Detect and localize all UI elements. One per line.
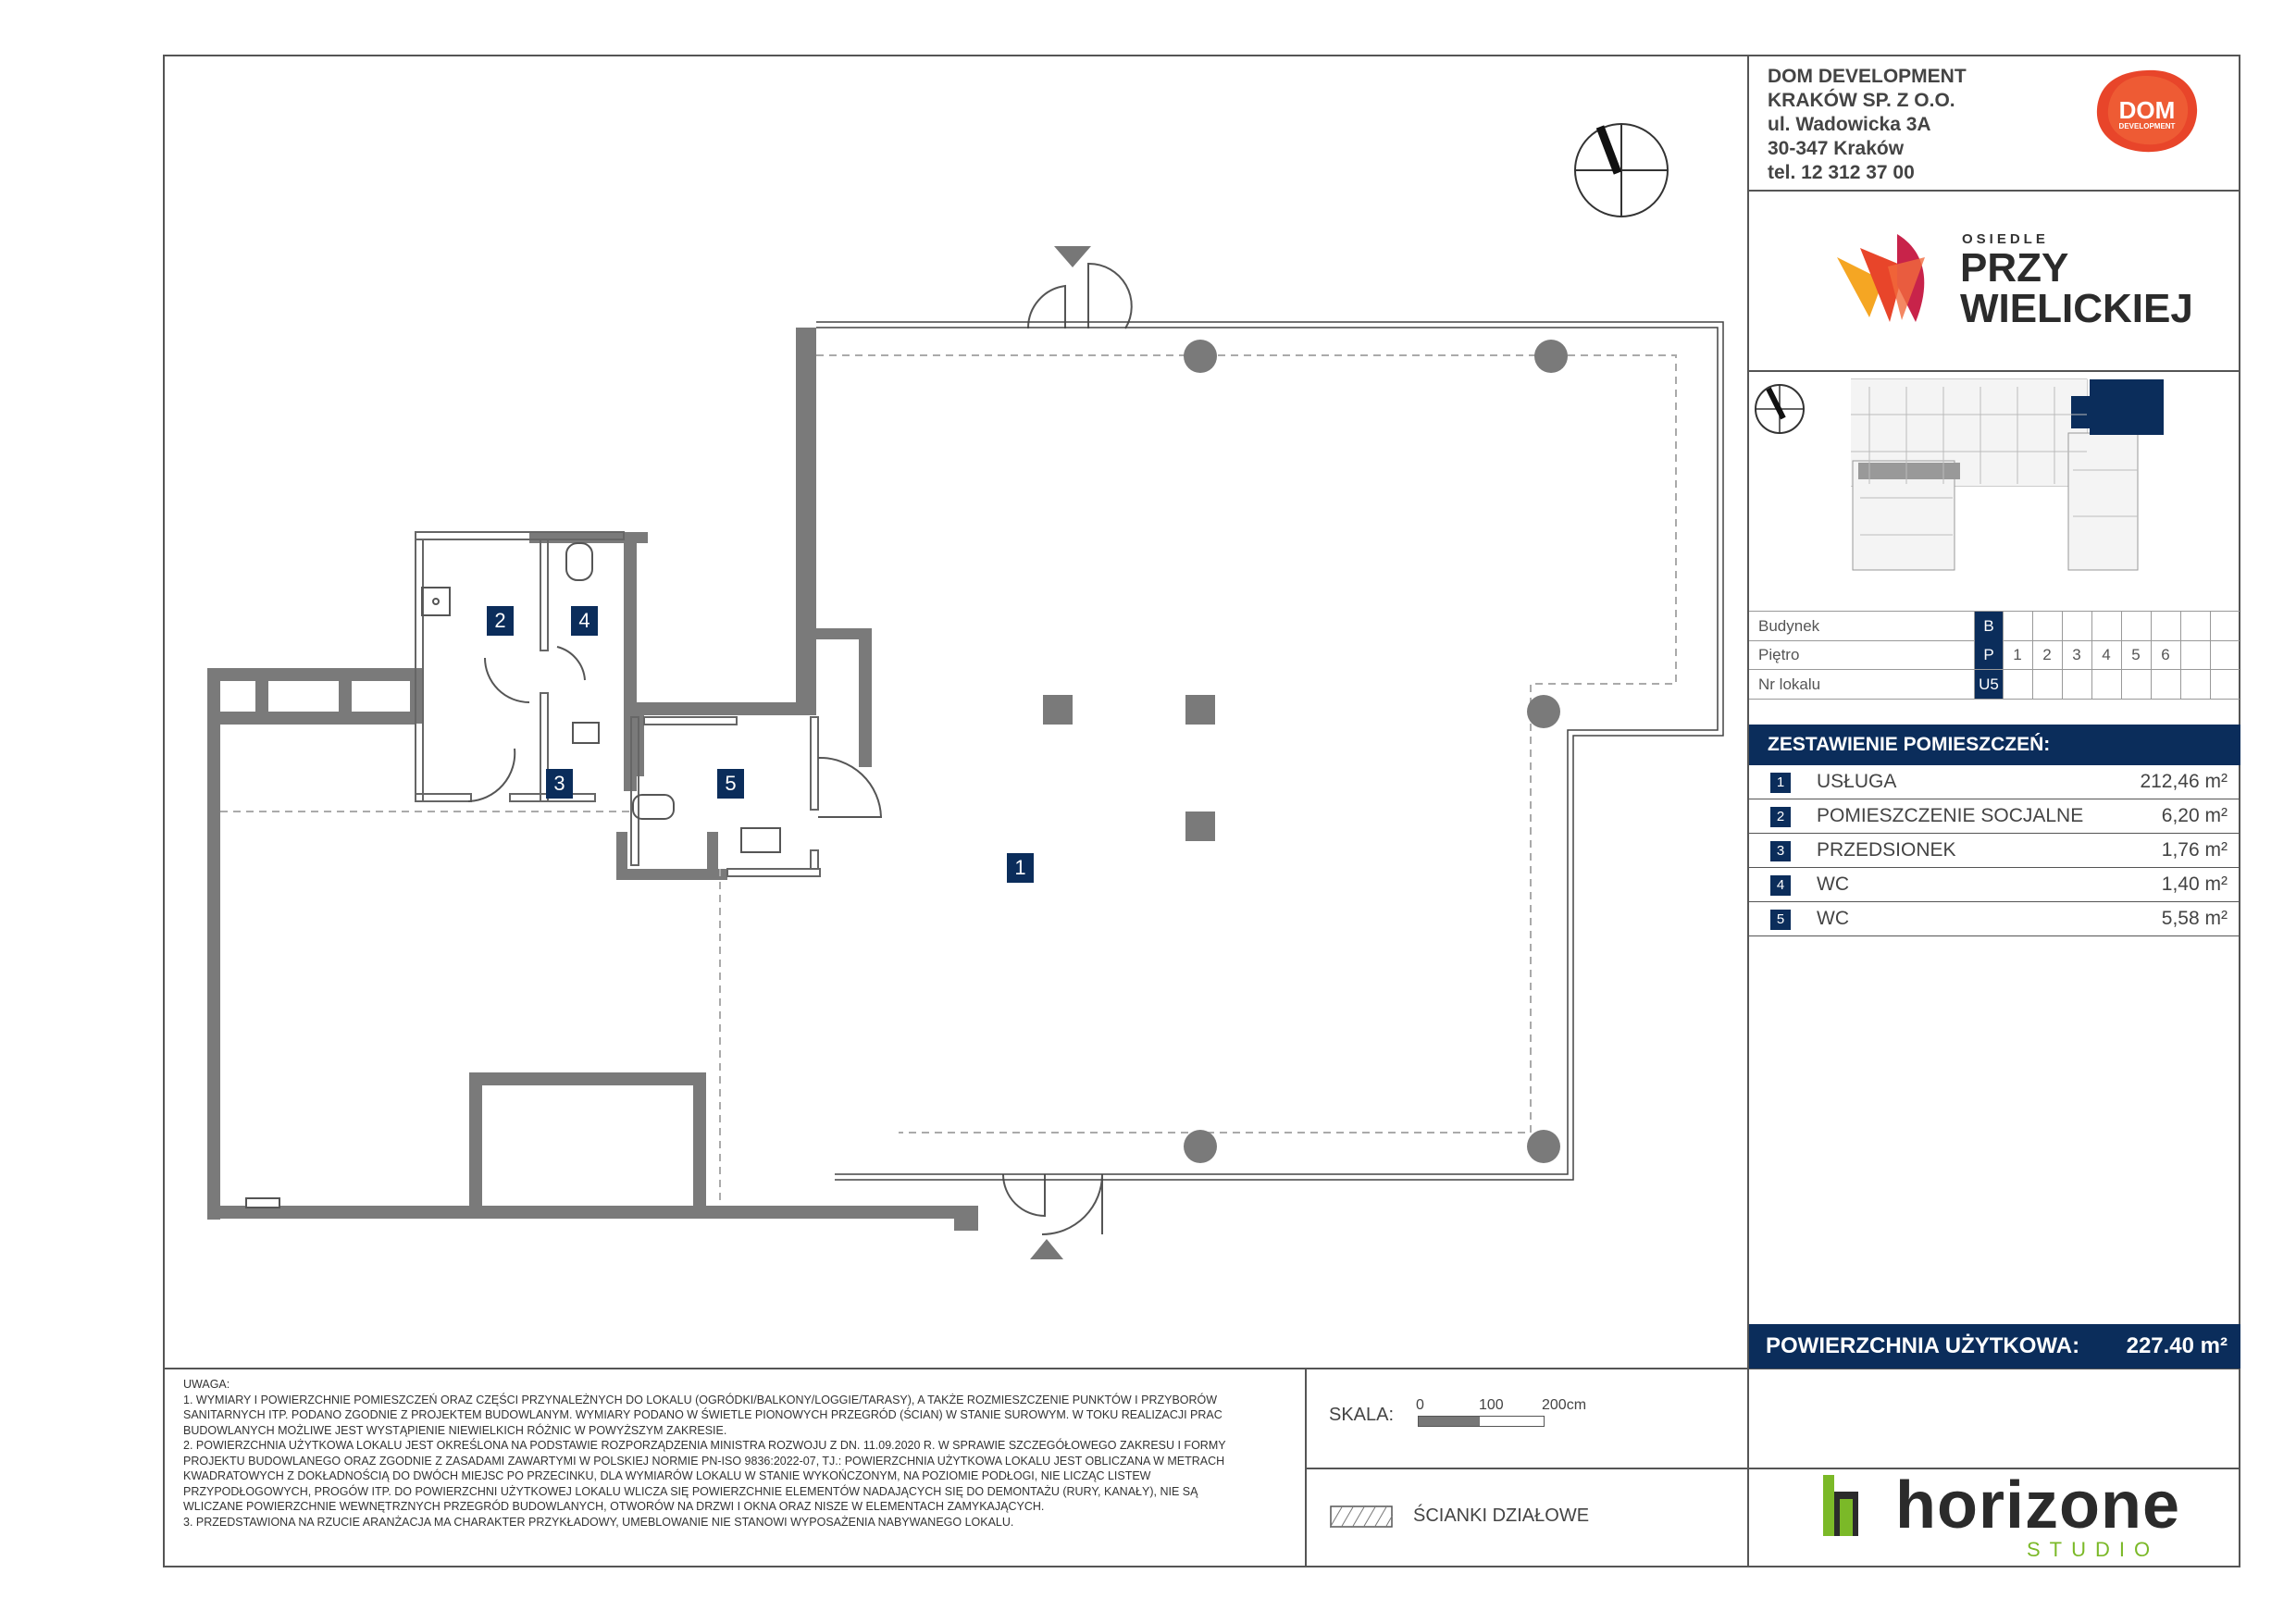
scale-bar-fill — [1419, 1417, 1480, 1426]
building-empty-cell — [2003, 612, 2031, 640]
plan-label-1: 1 — [1007, 853, 1034, 883]
notes-line: 2. POWIERZCHNIA UŻYTKOWA LOKALU JEST OKREŚLONA NA PODSTAWIE ROZPORZĄDZENIA MINISTRA ROZWOJU Z DN. 11.09.2020 R. W SPRAWIE SZCZEGÓŁOWEGO ZAKRESU I FORMY — [183, 1439, 1226, 1452]
notes-line: BUDOWLANYCH MOŻLIWE JEST WYSTĄPIENIE NIEWIELKICH RÓŻNIC W POWYŻSZYM ZAKRESIE. — [183, 1423, 727, 1437]
company-name-1: DOM DEVELOPMENT — [1768, 66, 1967, 87]
room-row — [1749, 902, 2240, 936]
north-arrow-icon — [1575, 124, 1668, 217]
unit-empty-cell — [2180, 670, 2209, 699]
unit-empty-cell — [2210, 670, 2239, 699]
company-info — [1768, 65, 1967, 185]
room-area: 6,20 m² — [2161, 805, 2228, 826]
company-city: 30-347 Kraków — [1768, 138, 1905, 159]
estate-divider — [1747, 370, 2240, 372]
unit-empty-cell — [2121, 670, 2150, 699]
notes-line: 1. WYMIARY I POWIERZCHNIE POMIESZCZEŃ ORAZ CZĘŚCI PRZYNALEŻNYCH DO LOKALU (OGRÓDKI/BALKONY/LOGGIE/TARASY), A TAKŻE ROZMIESZCZENIE PUNKTÓW I PRZYBORÓW — [183, 1393, 1218, 1406]
estate-logo-line2: WIELICKIEJ — [1960, 286, 2193, 331]
room-name: WC — [1817, 873, 1849, 895]
building-empty-cell — [2062, 612, 2091, 640]
floor-label: Piętro — [1758, 646, 1800, 663]
room-area: 212,46 m² — [2140, 771, 2228, 792]
unit-empty-cell — [2151, 670, 2179, 699]
room-row — [1749, 765, 2240, 799]
room-area: 5,58 m² — [2161, 908, 2228, 929]
room-number: 3 — [1770, 841, 1791, 861]
dom-development-logo — [2090, 67, 2204, 155]
unit-label: Nr lokalu — [1758, 675, 1821, 693]
plan-label-2: 2 — [487, 606, 514, 636]
notes-line: WLICZANE POWIERZCHNIE WEWNĘTRZNYCH PRZEGRÓD BUDOWLANYCH, OTWORÓW NA DRZWI I OKNA ORAZ NISZE W ELEMENTACH ZAMYKAJĄCYCH. — [183, 1500, 1045, 1513]
notes-line: KWADRATOWYCH Z DOKŁADNOŚCIĄ DO DWÓCH MIEJSC PO PRZECINKU, DLA WYMIARÓW LOKALU W STANIE WYKOŃCZONYM, NA POZIOMIE PODŁOGI, NIE LICZĄC LISTEW — [183, 1469, 1151, 1482]
horizone-logo-mark — [1823, 1475, 1860, 1536]
estate-logo-small: OSIEDLE — [1962, 231, 2049, 247]
scale-label: SKALA: — [1329, 1405, 1395, 1425]
plan-label-4: 4 — [571, 606, 598, 636]
scale-tick: 100 — [1479, 1397, 1504, 1413]
room-name: PRZEDSIONEK — [1817, 839, 1956, 861]
plan-label-3: 3 — [546, 769, 573, 799]
scale-bar — [1418, 1416, 1545, 1427]
notes — [183, 1377, 1285, 1530]
room-area: 1,40 m² — [2161, 873, 2228, 895]
floor-cell-5: 5 — [2121, 640, 2150, 669]
rooms-heading: ZESTAWIENIE POMIESZCZEŃ: — [1749, 725, 2240, 765]
room-area: 1,76 m² — [2161, 839, 2228, 861]
unit-value: U5 — [1974, 670, 2003, 699]
plan-label-5: 5 — [717, 769, 744, 799]
building-empty-cell — [2151, 612, 2179, 640]
floor-empty-cell — [2210, 640, 2239, 669]
building-empty-cell — [2210, 612, 2239, 640]
room-row — [1749, 834, 2240, 868]
room-name: POMIESZCZENIE SOCJALNE — [1817, 805, 2084, 826]
key-plan — [1851, 378, 2203, 574]
room-number: 1 — [1770, 773, 1791, 793]
room-name: WC — [1817, 908, 1849, 929]
notes-line: 3. PRZEDSTAWIONA NA RZUCIE ARANŻACJA MA CHARAKTER PRZYKŁADOWY, UMEBLOWANIE NIE STANOWI WYPOSAŻENIA NABYWANEGO LOKALU. — [183, 1515, 1014, 1529]
horizone-logo-text: horizone — [1895, 1468, 2180, 1542]
horizone-logo-sub: STUDIO — [2027, 1538, 2160, 1561]
estate-logo-mark — [1832, 229, 1953, 331]
floor-cell-6: 6 — [2151, 640, 2179, 669]
floor-empty-cell — [2180, 640, 2209, 669]
company-divider — [1747, 190, 2240, 192]
room-number: 4 — [1770, 875, 1791, 896]
total-area-label: POWIERZCHNIA UŻYTKOWA: — [1766, 1333, 2080, 1358]
room-row — [1749, 868, 2240, 902]
estate-logo-line1: PRZY — [1960, 245, 2069, 291]
scale-tick: 0 — [1416, 1397, 1424, 1413]
building-empty-cell — [2180, 612, 2209, 640]
building-value: B — [1974, 612, 2003, 640]
unit-empty-cell — [2032, 670, 2061, 699]
notes-title: UWAGA: — [183, 1378, 230, 1391]
room-row — [1749, 799, 2240, 834]
floor-row — [1749, 640, 2240, 670]
company-name-2: KRAKÓW SP. Z O.O. — [1768, 90, 1955, 111]
dom-logo-text: DOM — [2118, 96, 2176, 124]
notes-line: PRZYPODŁOGOWYCH, PROGÓW ITP. DO POWIERZCHNI UŻYTKOWEJ LOKALU WLICZA SIĘ POWIERZCHNIE ELEMENTÓW NADAJĄCYCH SIĘ DO DEMONTAŻU (RURY, KANAŁY), NIE SĄ — [183, 1484, 1198, 1498]
room-number: 2 — [1770, 807, 1791, 827]
building-label: Budynek — [1758, 617, 1820, 635]
company-street: ul. Wadowicka 3A — [1768, 114, 1931, 135]
dom-logo-subtext: DEVELOPMENT — [2118, 122, 2176, 130]
total-area-bar — [1749, 1324, 2240, 1369]
legend-hatch-icon — [1330, 1505, 1393, 1528]
total-area-value: 227.40 m² — [2126, 1333, 2228, 1358]
floor-plan — [163, 55, 1747, 1368]
room-name: USŁUGA — [1817, 771, 1897, 792]
scale-legend-divider — [1305, 1468, 1749, 1469]
floor-cell-4: 4 — [2091, 640, 2120, 669]
company-phone: tel. 12 312 37 00 — [1768, 162, 1915, 183]
unit-empty-cell — [2003, 670, 2031, 699]
floor-cell-p: P — [1974, 640, 2003, 669]
building-empty-cell — [2032, 612, 2061, 640]
legend-text: ŚCIANKI DZIAŁOWE — [1413, 1505, 1590, 1526]
unit-row — [1749, 670, 2240, 700]
keyplan-compass-icon — [1754, 381, 1809, 437]
notes-line: SANITARNYCH ITP. PODANO ZGODNIE Z PROJEKTEM BUDOWLANYM. WYMIARY PODANO W ŚWIETLE PIONOWYCH PRZEGRÓD (ŚCIAN) W STANIE SUROWYM. W TOKU REALIZACJI PRAC — [183, 1408, 1222, 1421]
room-number: 5 — [1770, 910, 1791, 930]
building-empty-cell — [2091, 612, 2120, 640]
unit-empty-cell — [2062, 670, 2091, 699]
building-empty-cell — [2121, 612, 2150, 640]
floor-cell-2: 2 — [2032, 640, 2061, 669]
scale-tick: 200cm — [1542, 1397, 1587, 1413]
floor-cell-3: 3 — [2062, 640, 2091, 669]
building-row — [1749, 611, 2240, 641]
unit-empty-cell — [2091, 670, 2120, 699]
floor-cell-1: 1 — [2003, 640, 2031, 669]
notes-line: PROJEKTU BUDOWLANEGO ORAZ ZGODNIE Z ZASADAMI ZAWARTYMI W POLSKIEJ NORMIE PN-ISO 9836:2022-07, TJ.: POWIERZCHNIA UŻYTKOWA LOKALU JEST OBLICZANA W METRACH — [183, 1454, 1225, 1468]
